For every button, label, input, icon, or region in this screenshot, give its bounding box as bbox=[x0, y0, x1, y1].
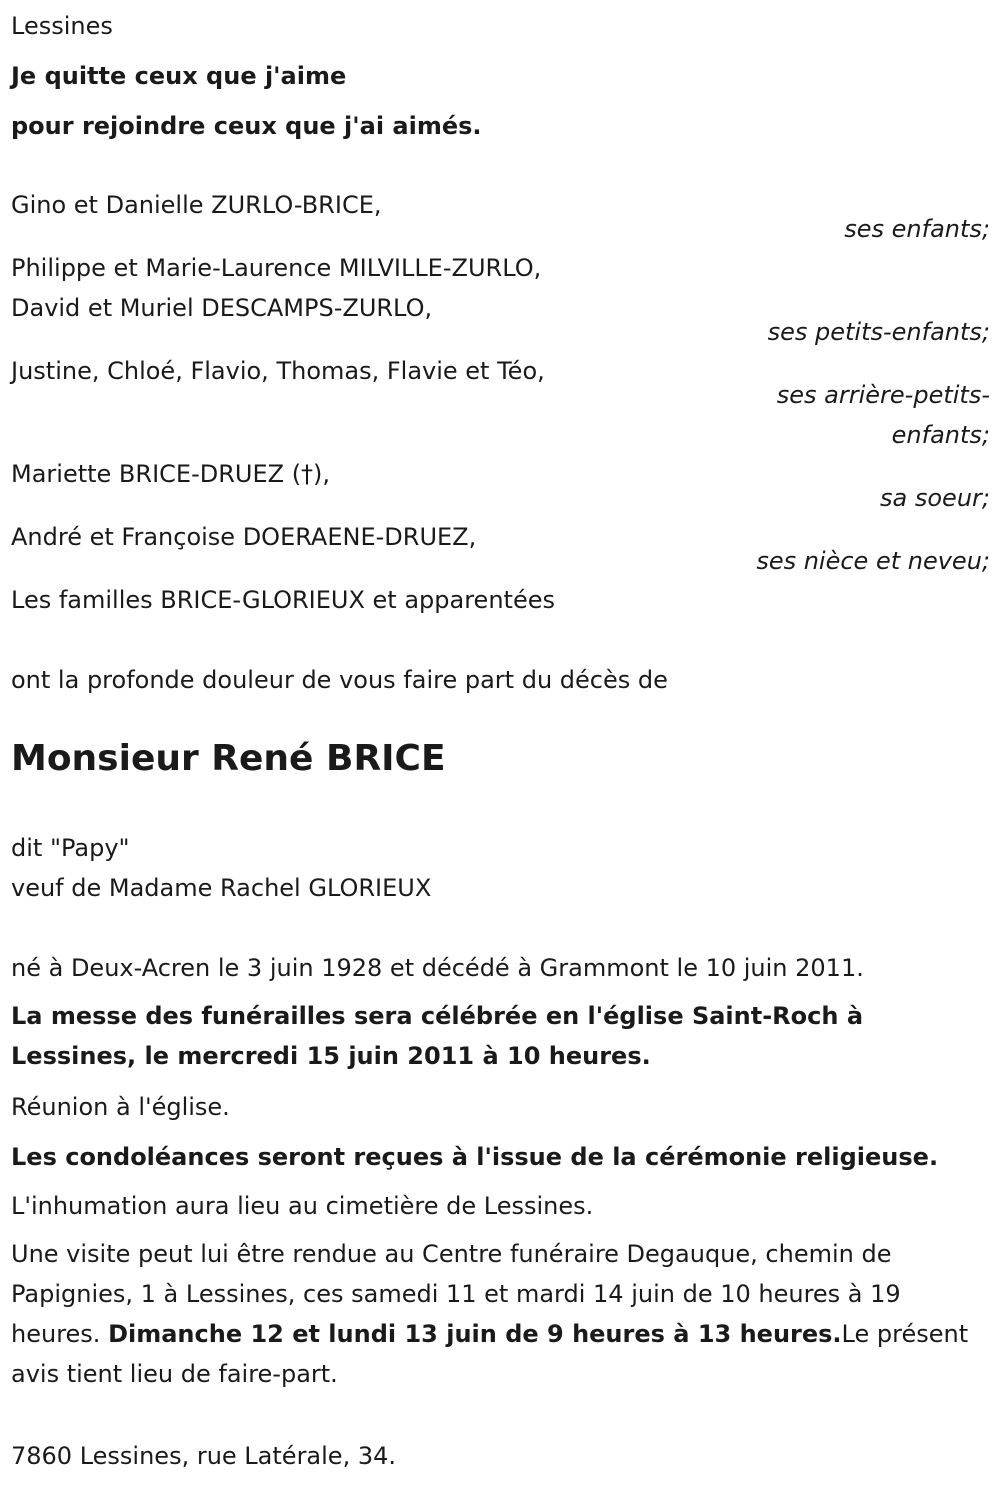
announcement-intro: ont la profonde douleur de vous faire part du décès de bbox=[11, 666, 668, 694]
great-grandchildren-role-line-2: enfants; bbox=[891, 421, 990, 449]
children-names: Gino et Danielle ZURLO-BRICE, bbox=[11, 191, 382, 219]
burial: L'inhumation aura lieu au cimetière de Lessines. bbox=[11, 1192, 594, 1220]
grandchildren-line-2: David et Muriel DESCAMPS-ZURLO, bbox=[11, 294, 433, 322]
location-header: Lessines bbox=[11, 12, 113, 40]
niece-nephew-role: ses nièce et neveu; bbox=[756, 547, 990, 575]
quote-line-1: Je quitte ceux que j'aime bbox=[11, 62, 347, 90]
sister-role: sa soeur; bbox=[880, 484, 990, 512]
grandchildren-line-1: Philippe et Marie-Laurence MILVILLE-ZURLO, bbox=[11, 254, 542, 282]
funeral-mass: La messe des funérailles sera célébrée en l'église Saint-Roch à Lessines, le mercredi 15 juin 2011 à 10 heures. bbox=[11, 1002, 864, 1070]
address: 7860 Lessines, rue Latérale, 34. bbox=[11, 1442, 396, 1470]
widower-line: veuf de Madame Rachel GLORIEUX bbox=[11, 874, 432, 902]
deceased-name: Monsieur René BRICE bbox=[11, 738, 446, 779]
visit-text-bold: Dimanche 12 et lundi 13 juin de 9 heures à 13 heures. bbox=[108, 1320, 842, 1348]
visit-text-2: Le présent avis tient lieu de faire-part. bbox=[11, 1320, 969, 1388]
meeting-place: Réunion à l'église. bbox=[11, 1093, 230, 1121]
children-role: ses enfants; bbox=[844, 215, 990, 243]
sister-names: Mariette BRICE-DRUEZ (†), bbox=[11, 460, 331, 488]
visit-text-1: Une visite peut lui être rendue au Centre funéraire Degauque, chemin de Papignies, 1 à Lessines, ces samedi 11 et mardi 14 juin de 10 heures à 19 heures. bbox=[11, 1240, 901, 1348]
great-grandchildren-names: Justine, Chloé, Flavio, Thomas, Flavie et Téo, bbox=[11, 357, 545, 385]
grandchildren-role: ses petits-enfants; bbox=[767, 318, 990, 346]
quote-line-2: pour rejoindre ceux que j'ai aimés. bbox=[11, 112, 482, 140]
nickname: dit "Papy" bbox=[11, 834, 130, 862]
visit-paragraph bbox=[11, 1234, 996, 1394]
great-grandchildren-role-line-1: ses arrière-petits- bbox=[776, 381, 990, 409]
families-line: Les familles BRICE-GLORIEUX et apparentées bbox=[11, 586, 555, 614]
condolences: Les condoléances seront reçues à l'issue de la cérémonie religieuse. bbox=[11, 1143, 939, 1171]
niece-nephew-names: André et Françoise DOERAENE-DRUEZ, bbox=[11, 523, 477, 551]
birth-death-line: né à Deux-Acren le 3 juin 1928 et décédé à Grammont le 10 juin 2011. bbox=[11, 954, 864, 982]
